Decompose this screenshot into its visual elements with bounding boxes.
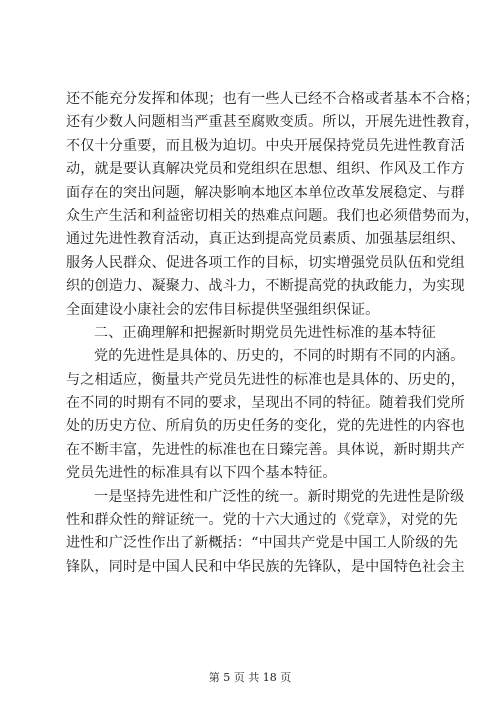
- text-line: 锋队，同时是中国人民和中华民族的先锋队，是中国特色社会主: [66, 558, 465, 575]
- text-line: 不仅十分重要，而且极为迫切。中央开展保持党员先进性教育活: [66, 137, 465, 154]
- section-heading: 二、正确理解和把握新时期党员先进性标准的基本特征: [94, 324, 436, 341]
- text-line: 还不能充分发挥和体现；也有一些人已经不合格或者基本不合格；: [66, 91, 480, 107]
- text-line: 性和群众性的辩证统一。党的十六大通过的《党章》，对党的先: [66, 512, 458, 529]
- text-line: 一是坚持先进性和广泛性的统一。新时期党的先进性是阶级: [94, 488, 465, 505]
- text-line: 通过先进性教育活动，真正达到提高党员素质、加强基层组织、: [66, 231, 465, 248]
- text-line: 在不断丰富，先进性的标准也在日臻完善。具体说，新时期共产: [66, 441, 465, 458]
- text-line: 面存在的突出问题，解决影响本地区本单位改革发展稳定、与群: [66, 184, 465, 201]
- text-line: 在不同的时期有不同的要求，呈现出不同的特征。随着我们党所: [66, 395, 465, 412]
- text-line: 进性和广泛性作出了新概括：“中国共产党是中国工人阶级的先: [66, 535, 458, 552]
- text-line: 动，就是要认真解决党员和党组织在思想、组织、作风及工作方: [66, 161, 465, 178]
- text-line: 还有少数人问题相当严重甚至腐败变质。所以，开展先进性教育，: [66, 114, 480, 131]
- text-line: 与之相适应，衡量共产党员先进性的标准也是具体的、历史的，: [66, 371, 465, 388]
- text-line: 处的历史方位、所肩负的历史任务的变化，党的先进性的内容也: [66, 418, 465, 435]
- text-line: 全面建设小康社会的宏伟目标提供坚强组织保证。: [66, 301, 380, 318]
- text-line: 党员先进性的标准具有以下四个基本特征。: [66, 465, 337, 482]
- text-line: 众生产生活和利益密切相关的热难点问题。我们也必须借势而为，: [66, 207, 480, 224]
- page-number-footer: 第 5 页 共 18 页: [208, 671, 292, 684]
- text-line: 织的创造力、凝聚力、战斗力，不断提高党的执政能力，为实现: [66, 278, 465, 295]
- document-body: [66, 88, 480, 579]
- text-line: 服务人民群众、促进各项工作的目标，切实增强党员队伍和党组: [66, 254, 465, 271]
- text-line: 党的先进性是具体的、历史的，不同的时期有不同的内涵。: [94, 348, 465, 365]
